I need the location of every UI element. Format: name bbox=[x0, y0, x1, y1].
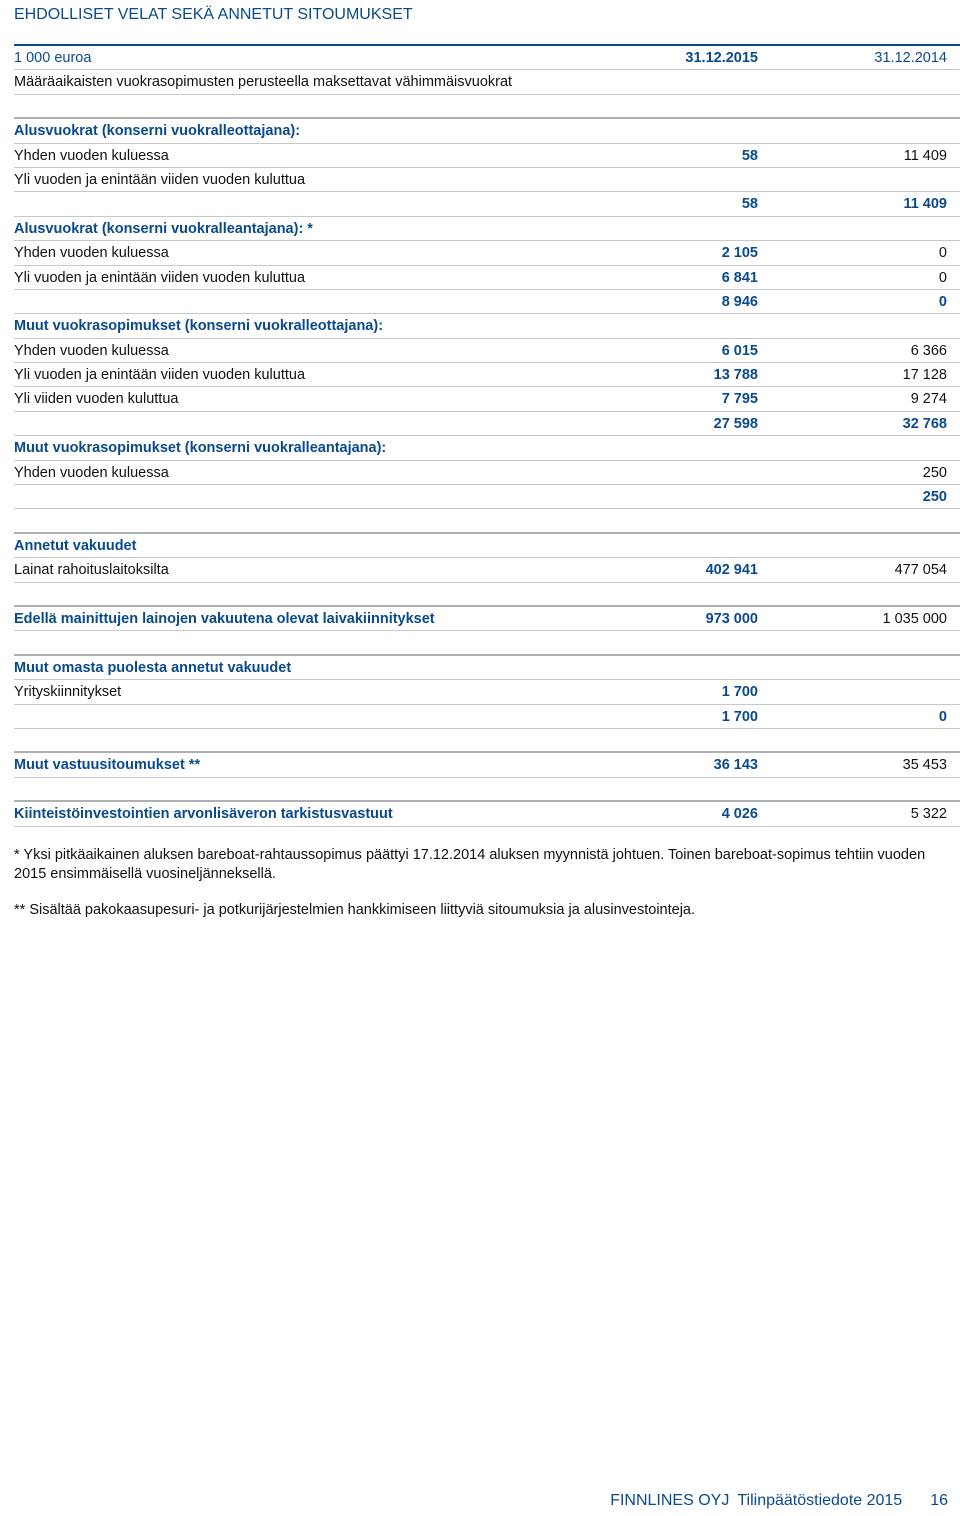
spacer-row bbox=[14, 95, 960, 119]
value-2014: 35 453 bbox=[902, 757, 947, 774]
section-label: Annetut vakuudet bbox=[14, 537, 137, 554]
section-label: Edellä mainittujen lainojen vakuutena olevat laivakiinnitykset bbox=[14, 610, 435, 627]
value-2015: 13 788 bbox=[713, 367, 758, 384]
subtotal-2014: 32 768 bbox=[902, 415, 947, 432]
section-label: Alusvuokrat (konserni vuokralleantajana): * bbox=[14, 220, 313, 237]
value-2015: 973 000 bbox=[705, 610, 758, 627]
row-label: Yli viiden vuoden kuluttua bbox=[14, 391, 179, 408]
spacer-row bbox=[14, 729, 960, 753]
value-2014: 9 274 bbox=[910, 391, 947, 408]
value-2015: 36 143 bbox=[713, 757, 758, 774]
section-label: Muut vuokrasopimukset (konserni vuokralleottajana): bbox=[14, 318, 384, 335]
row-label: Yhden vuoden kuluessa bbox=[14, 245, 169, 262]
value-2014: 477 054 bbox=[894, 562, 947, 579]
row-label: Yhden vuoden kuluessa bbox=[14, 464, 169, 481]
subtotal-row bbox=[14, 192, 960, 216]
footnote-1: * Yksi pitkäaikainen aluksen bareboat-rahtaussopimus päättyi 17.12.2014 aluksen myynnistä johtuen. Toinen bareboat-sopimus tehtiin vuoden 2015 ensimmäisellä vuosineljänneksellä. bbox=[14, 847, 926, 882]
table-row bbox=[14, 802, 960, 826]
row-label: Yli vuoden ja enintään viiden vuoden kuluttua bbox=[14, 367, 306, 384]
spacer-row bbox=[14, 778, 960, 802]
row-label: Määräaikaisten vuokrasopimusten perusteella maksettavat vähimmäisvuokrat bbox=[14, 74, 513, 91]
subtotal-2015: 1 700 bbox=[721, 708, 758, 725]
value-2015: 58 bbox=[741, 147, 758, 164]
table-row bbox=[14, 70, 960, 94]
page-number: 16 bbox=[930, 1492, 948, 1509]
value-2015: 1 700 bbox=[721, 684, 758, 701]
table-row bbox=[14, 363, 960, 387]
table-row bbox=[14, 656, 960, 680]
value-2014: 17 128 bbox=[902, 367, 947, 384]
table-row bbox=[14, 753, 960, 777]
table-row bbox=[14, 534, 960, 558]
table-header-row bbox=[14, 46, 960, 70]
table-row bbox=[14, 217, 960, 241]
table-row bbox=[14, 314, 960, 338]
table-row bbox=[14, 266, 960, 290]
row-label: Yhden vuoden kuluessa bbox=[14, 342, 169, 359]
value-2014: 250 bbox=[922, 464, 947, 481]
table-row bbox=[14, 168, 960, 192]
value-2015: 6 015 bbox=[721, 342, 758, 359]
row-label: Yhden vuoden kuluessa bbox=[14, 147, 169, 164]
table-row bbox=[14, 461, 960, 485]
table-row bbox=[14, 144, 960, 168]
column-2014-header: 31.12.2014 bbox=[874, 50, 947, 66]
subtotal-row bbox=[14, 412, 960, 436]
spacer-row bbox=[14, 631, 960, 655]
footer-company: FINNLINES OYJ bbox=[610, 1492, 730, 1509]
value-2014: 5 322 bbox=[910, 806, 947, 823]
value-2014: 6 366 bbox=[910, 342, 947, 359]
value-2014: 0 bbox=[938, 245, 947, 262]
subtotal-row bbox=[14, 290, 960, 314]
row-label: Yrityskiinnitykset bbox=[14, 684, 122, 701]
value-2015: 4 026 bbox=[721, 806, 758, 823]
table-row bbox=[14, 436, 960, 460]
table-row bbox=[14, 119, 960, 143]
footnotes bbox=[14, 846, 960, 937]
subtotal-row bbox=[14, 485, 960, 509]
subtotal-row bbox=[14, 705, 960, 729]
table-row bbox=[14, 607, 960, 631]
commitments-table bbox=[14, 44, 960, 827]
footnote-2: ** Sisältää pakokaasupesuri- ja potkurijärjestelmien hankkimiseen liittyviä sitoumuksia ja alusinvestointeja. bbox=[14, 902, 696, 918]
value-2014: 1 035 000 bbox=[882, 610, 947, 627]
footer-doc: Tilinpäätöstiedote 2015 bbox=[737, 1492, 903, 1509]
row-label: Yli vuoden ja enintään viiden vuoden kuluttua bbox=[14, 171, 306, 188]
row-label: Yli vuoden ja enintään viiden vuoden kuluttua bbox=[14, 269, 306, 286]
value-2015: 6 841 bbox=[721, 269, 758, 286]
value-2014: 11 409 bbox=[903, 147, 947, 164]
value-2015: 7 795 bbox=[721, 391, 758, 408]
spacer-row bbox=[14, 583, 960, 607]
table-row bbox=[14, 339, 960, 363]
value-2015: 2 105 bbox=[721, 245, 758, 262]
section-label: Kiinteistöinvestointien arvonlisäveron tarkistusvastuut bbox=[14, 806, 393, 823]
table-row bbox=[14, 387, 960, 411]
section-label: Muut omasta puolesta annetut vakuudet bbox=[14, 659, 292, 676]
table-row bbox=[14, 680, 960, 704]
column-2015-header: 31.12.2015 bbox=[685, 50, 758, 66]
value-2014: 0 bbox=[938, 269, 947, 286]
spacer-row bbox=[14, 509, 960, 533]
section-label: Muut vuokrasopimukset (konserni vuokralleantajana): bbox=[14, 440, 387, 457]
subtotal-2014: 11 409 bbox=[903, 196, 947, 213]
subtotal-2014: 0 bbox=[938, 293, 947, 310]
table-row bbox=[14, 558, 960, 582]
table-row bbox=[14, 241, 960, 265]
section-label: Alusvuokrat (konserni vuokralleottajana): bbox=[14, 123, 301, 140]
row-label: Lainat rahoituslaitoksilta bbox=[14, 562, 169, 579]
section-label: Muut vastuusitoumukset ** bbox=[14, 757, 201, 774]
subtotal-2014: 250 bbox=[922, 489, 947, 506]
page-footer bbox=[610, 1492, 948, 1510]
page-title: EHDOLLISET VELAT SEKÄ ANNETUT SITOUMUKSET bbox=[14, 6, 413, 23]
subtotal-2015: 58 bbox=[741, 196, 758, 213]
value-2015: 402 941 bbox=[705, 562, 758, 579]
unit-label: 1 000 euroa bbox=[14, 50, 92, 66]
subtotal-2015: 8 946 bbox=[721, 293, 758, 310]
subtotal-2014: 0 bbox=[938, 708, 947, 725]
subtotal-2015: 27 598 bbox=[713, 415, 758, 432]
